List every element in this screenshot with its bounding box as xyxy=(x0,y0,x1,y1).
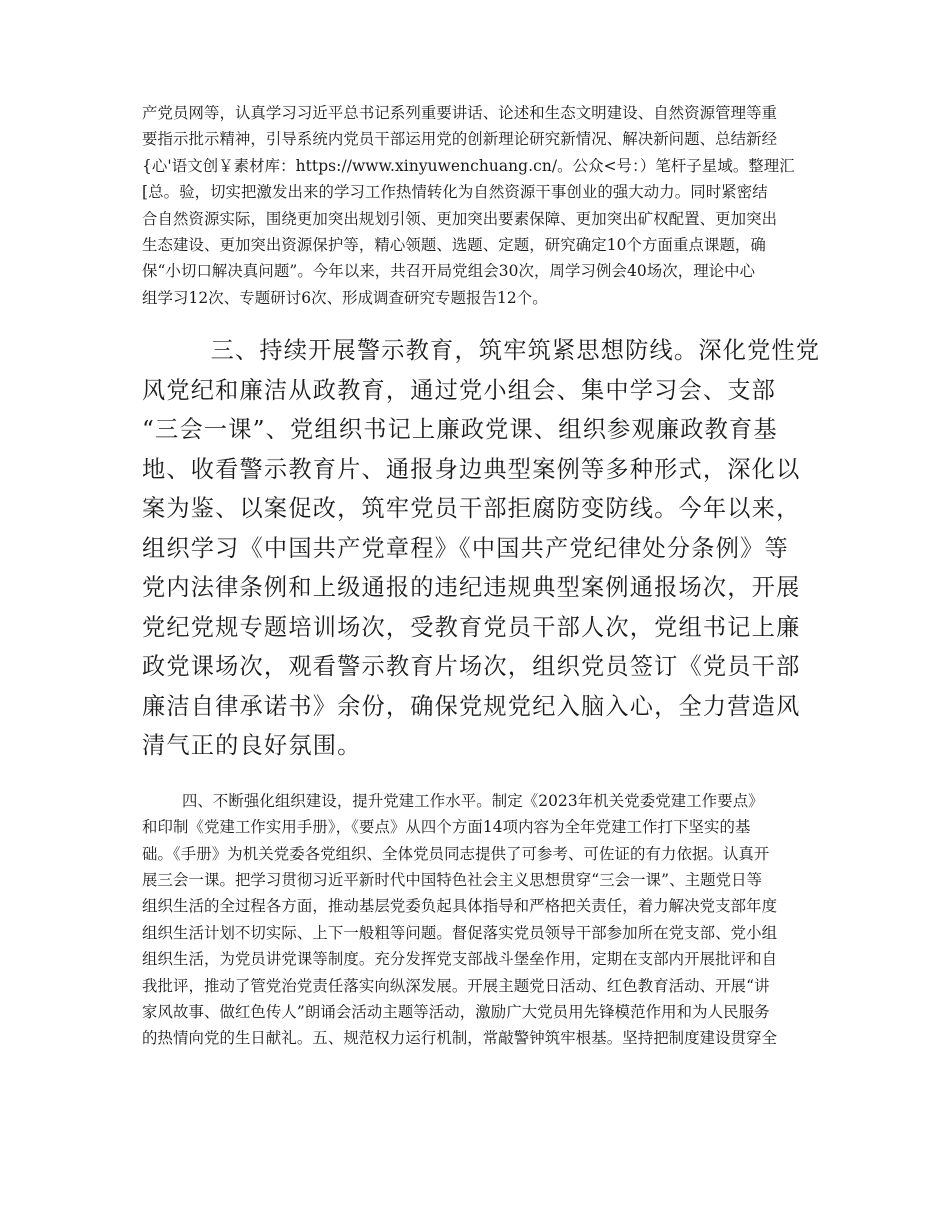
section-4-organization-building xyxy=(142,788,814,1052)
text-line: 合自然资源实际，围绕更加突出规划引领、更加突出要素保障、更加突出矿权配置、更加突出 xyxy=(142,209,778,228)
text-line: 地、收看警示教育片、通报身边典型案例等多种形式，深化以 xyxy=(142,455,801,483)
text-line: 廉洁自律承诺书》余份，确保党规党纪入脑入心，全力营造风 xyxy=(142,692,801,720)
text-line: 组学习12次、专题研讨6次、形成调查研究专题报告12个。 xyxy=(142,288,548,307)
text-line: 清气正的良好氛围。 xyxy=(142,732,362,760)
text-line: 要指示批示精神，引导系统内党员干部运用党的创新理论研究新情况、解决新问题、总结新经 xyxy=(142,130,778,149)
text-line: 和印制《党建工作实用手册》，《要点》从四个方面14项内容为全年党建工作打下坚实的基 xyxy=(142,818,751,837)
text-line: 党内法律条例和上级通报的违纪违规典型案例通报场次，开展 xyxy=(142,574,801,602)
text-line: 组织生活的全过程各方面，推动基层党委负起具体指导和严格把关责任，着力解决党支部年度 xyxy=(142,897,778,916)
text-line: 组织学习《中国共产党章程》《中国共产党纪律处分条例》等 xyxy=(142,534,789,562)
document-page xyxy=(142,100,821,1052)
text-line: 组织生活，为党员讲党课等制度。充分发挥党支部战斗堡垒作用，定期在支部内开展批评和自 xyxy=(142,950,778,969)
text-line: {心'语文创￥素材库：https://www.xinyuwenchuang.cn/。公众<号：）笔杆子星域。整理汇 xyxy=(142,156,795,175)
text-line: 产党员网等，认真学习习近平总书记系列重要讲话、论述和生态文明建设、自然资源管理等重 xyxy=(142,104,778,122)
text-line: 展三会一课。把学习贯彻习近平新时代中国特色社会主义思想贯穿“三会一课”、主题党日等 xyxy=(142,870,763,889)
text-line: 保“小切口解决真问题”。今年以来，共召开局党组会30次，周学习例会40场次，理论中心 xyxy=(142,262,756,281)
text-line: 组织生活计划不切实际、上下一般粗等问题。督促落实党员领导干部参加所在党支部、党小组 xyxy=(142,923,778,942)
text-line: 党纪党规专题培训场次，受教育党员干部人次，党组书记上廉 xyxy=(142,613,801,641)
section-3-warning-education xyxy=(142,331,821,766)
text-line: 生态建设、更加突出资源保护等，精心领题、选题、定题，研究确定10个方面重点课题，确 xyxy=(142,236,766,255)
text-line: 三、持续开展警示教育，筑牢筑紧思想防线。深化党性党 xyxy=(142,337,821,365)
text-line: “三会一课”、党组织书记上廉政党课、组织参观廉政教育基 xyxy=(142,416,778,444)
text-line: 案为鉴、以案促改，筑牢党员干部拒腐防变防线。今年以来， xyxy=(142,495,801,523)
text-line: [总。验，切实把激发出来的学习工作热情转化为自然资源干事创业的强大动力。同时紧密结 xyxy=(142,183,768,202)
text-line: 四、不断强化组织建设，提升党建工作水平。制定《2023年机关党委党建工作要点》 xyxy=(142,791,764,810)
text-line: 家风故事、做红色传人”朗诵会活动主题等活动，激励广大党员用先锋模范作用和为人民服务 xyxy=(142,1003,770,1021)
text-line: 风党纪和廉洁从政教育，通过党小组会、集中学习会、支部 xyxy=(142,376,777,404)
text-line: 政党课场次，观看警示教育片场次，组织党员签订《党员干部 xyxy=(142,653,801,681)
text-line: 础。《手册》为机关党委各党组织、全体党员同志提供了可参考、可佐证的有力依据。认真开 xyxy=(142,844,770,863)
text-line: 的热情向党的生日献礼。五、规范权力运行机制，常敲警钟筑牢根基。坚持把制度建设贯穿全 xyxy=(142,1029,778,1048)
paragraph-study xyxy=(142,100,814,311)
text-line: 我批评，推动了管党治党责任落实向纵深发展。开展主题党日活动、红色教育活动、开展“讲 xyxy=(142,976,770,995)
